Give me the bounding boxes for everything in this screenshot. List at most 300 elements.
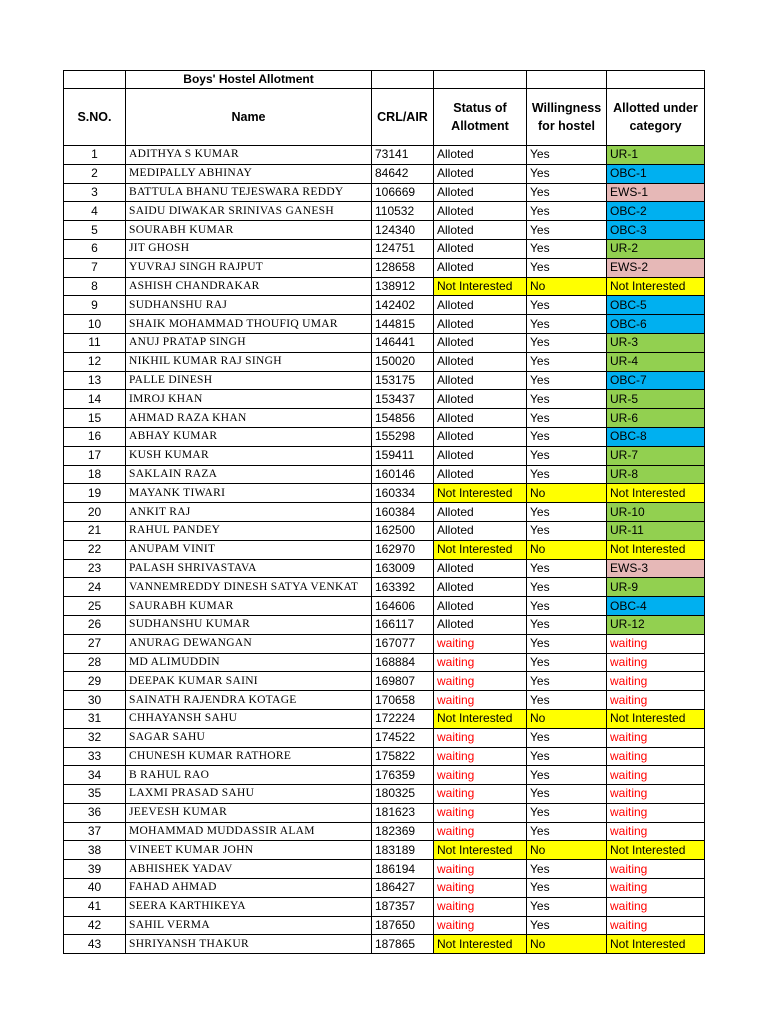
- table-row: [64, 164, 705, 183]
- cell-willingness: Yes: [527, 465, 607, 484]
- cell-status: Alloted: [434, 146, 527, 165]
- cell-name: MEDIPALLY ABHINAY: [126, 164, 372, 183]
- cell-category: waiting: [607, 860, 705, 879]
- cell-category: waiting: [607, 672, 705, 691]
- cell-sno: 8: [64, 277, 126, 296]
- cell-category: UR-3: [607, 333, 705, 352]
- cell-crl: 159411: [372, 446, 434, 465]
- table-row: [64, 296, 705, 315]
- cell-status: Alloted: [434, 221, 527, 240]
- cell-status: Alloted: [434, 503, 527, 522]
- cell-status: Alloted: [434, 296, 527, 315]
- table-row: [64, 747, 705, 766]
- cell-sno: 38: [64, 841, 126, 860]
- cell-name: ABHISHEK YADAV: [126, 860, 372, 879]
- cell-sno: 24: [64, 578, 126, 597]
- cell-name: MAYANK TIWARI: [126, 484, 372, 503]
- cell-crl: 162970: [372, 540, 434, 559]
- cell-sno: 17: [64, 446, 126, 465]
- cell-name: B RAHUL RAO: [126, 766, 372, 785]
- cell-willingness: Yes: [527, 860, 607, 879]
- cell-sno: 13: [64, 371, 126, 390]
- cell-category: OBC-4: [607, 597, 705, 616]
- table-row: [64, 615, 705, 634]
- cell-category: UR-7: [607, 446, 705, 465]
- table-row: [64, 202, 705, 221]
- cell-name: ADITHYA S KUMAR: [126, 146, 372, 165]
- cell-crl: 169807: [372, 672, 434, 691]
- cell-crl: 186427: [372, 879, 434, 898]
- cell-category: waiting: [607, 691, 705, 710]
- cell-sno: 34: [64, 766, 126, 785]
- cell-status: waiting: [434, 897, 527, 916]
- cell-name: ANURAG DEWANGAN: [126, 634, 372, 653]
- cell-willingness: Yes: [527, 446, 607, 465]
- table-row: [64, 333, 705, 352]
- cell-willingness: No: [527, 935, 607, 954]
- cell-status: Alloted: [434, 164, 527, 183]
- cell-sno: 32: [64, 728, 126, 747]
- cell-status: Not Interested: [434, 935, 527, 954]
- cell-name: VINEET KUMAR JOHN: [126, 841, 372, 860]
- cell-status: waiting: [434, 634, 527, 653]
- cell-status: Alloted: [434, 352, 527, 371]
- cell-willingness: Yes: [527, 352, 607, 371]
- cell-sno: 4: [64, 202, 126, 221]
- cell-crl: 182369: [372, 822, 434, 841]
- cell-crl: 183189: [372, 841, 434, 860]
- cell-status: Alloted: [434, 427, 527, 446]
- cell-name: PALLE DINESH: [126, 371, 372, 390]
- cell-crl: 181623: [372, 803, 434, 822]
- cell-crl: 174522: [372, 728, 434, 747]
- cell-name: JIT GHOSH: [126, 239, 372, 258]
- cell-name: LAXMI PRASAD SAHU: [126, 785, 372, 804]
- cell-sno: 6: [64, 239, 126, 258]
- cell-status: waiting: [434, 860, 527, 879]
- cell-sno: 18: [64, 465, 126, 484]
- cell-willingness: Yes: [527, 916, 607, 935]
- table-row: [64, 239, 705, 258]
- cell-sno: 16: [64, 427, 126, 446]
- table-row: [64, 597, 705, 616]
- cell-willingness: No: [527, 540, 607, 559]
- table-row: [64, 427, 705, 446]
- cell-sno: 11: [64, 333, 126, 352]
- cell-crl: 187357: [372, 897, 434, 916]
- cell-sno: 1: [64, 146, 126, 165]
- cell-category: OBC-7: [607, 371, 705, 390]
- cell-status: waiting: [434, 879, 527, 898]
- cell-category: UR-12: [607, 615, 705, 634]
- cell-crl: 155298: [372, 427, 434, 446]
- cell-sno: 12: [64, 352, 126, 371]
- cell-willingness: Yes: [527, 691, 607, 710]
- title-cell-empty: [372, 71, 434, 89]
- cell-name: SAGAR SAHU: [126, 728, 372, 747]
- cell-status: Not Interested: [434, 841, 527, 860]
- cell-sno: 2: [64, 164, 126, 183]
- cell-willingness: Yes: [527, 597, 607, 616]
- header-category: Allotted under category: [607, 89, 705, 146]
- table-row: [64, 766, 705, 785]
- table-row: [64, 352, 705, 371]
- cell-status: waiting: [434, 728, 527, 747]
- cell-category: UR-4: [607, 352, 705, 371]
- hostel-allotment-table: [63, 70, 705, 954]
- cell-crl: 175822: [372, 747, 434, 766]
- cell-name: SAINATH RAJENDRA KOTAGE: [126, 691, 372, 710]
- cell-sno: 29: [64, 672, 126, 691]
- cell-category: UR-10: [607, 503, 705, 522]
- cell-willingness: No: [527, 277, 607, 296]
- cell-name: DEEPAK KUMAR SAINI: [126, 672, 372, 691]
- header-row: [64, 89, 705, 146]
- cell-name: RAHUL PANDEY: [126, 521, 372, 540]
- cell-crl: 167077: [372, 634, 434, 653]
- cell-willingness: Yes: [527, 653, 607, 672]
- cell-status: waiting: [434, 785, 527, 804]
- cell-crl: 128658: [372, 258, 434, 277]
- table-row: [64, 728, 705, 747]
- cell-sno: 35: [64, 785, 126, 804]
- header-willingness: Willingness for hostel: [527, 89, 607, 146]
- table-row: [64, 785, 705, 804]
- cell-status: Alloted: [434, 559, 527, 578]
- cell-crl: 73141: [372, 146, 434, 165]
- cell-willingness: Yes: [527, 897, 607, 916]
- cell-category: Not Interested: [607, 709, 705, 728]
- cell-sno: 14: [64, 390, 126, 409]
- table-row: [64, 371, 705, 390]
- cell-willingness: Yes: [527, 333, 607, 352]
- cell-crl: 187650: [372, 916, 434, 935]
- cell-status: Not Interested: [434, 277, 527, 296]
- cell-status: Alloted: [434, 239, 527, 258]
- cell-crl: 144815: [372, 315, 434, 334]
- cell-sno: 33: [64, 747, 126, 766]
- cell-name: PALASH SHRIVASTAVA: [126, 559, 372, 578]
- cell-category: waiting: [607, 634, 705, 653]
- cell-crl: 153175: [372, 371, 434, 390]
- cell-category: UR-6: [607, 409, 705, 428]
- cell-category: EWS-2: [607, 258, 705, 277]
- title-cell-empty: [607, 71, 705, 89]
- cell-status: Alloted: [434, 258, 527, 277]
- cell-status: Alloted: [434, 409, 527, 428]
- cell-crl: 163392: [372, 578, 434, 597]
- cell-category: Not Interested: [607, 484, 705, 503]
- cell-willingness: Yes: [527, 672, 607, 691]
- table-row: [64, 822, 705, 841]
- header-crl: CRL/AIR: [372, 89, 434, 146]
- cell-willingness: Yes: [527, 503, 607, 522]
- table-row: [64, 315, 705, 334]
- cell-willingness: Yes: [527, 559, 607, 578]
- cell-sno: 28: [64, 653, 126, 672]
- cell-sno: 41: [64, 897, 126, 916]
- cell-status: waiting: [434, 803, 527, 822]
- cell-willingness: Yes: [527, 296, 607, 315]
- cell-status: Not Interested: [434, 484, 527, 503]
- cell-name: ABHAY KUMAR: [126, 427, 372, 446]
- cell-name: SUDHANSHU RAJ: [126, 296, 372, 315]
- cell-name: ANKIT RAJ: [126, 503, 372, 522]
- cell-category: EWS-3: [607, 559, 705, 578]
- cell-name: SAIDU DIWAKAR SRINIVAS GANESH: [126, 202, 372, 221]
- cell-sno: 7: [64, 258, 126, 277]
- cell-category: Not Interested: [607, 277, 705, 296]
- cell-name: NIKHIL KUMAR RAJ SINGH: [126, 352, 372, 371]
- cell-willingness: Yes: [527, 164, 607, 183]
- cell-category: Not Interested: [607, 935, 705, 954]
- header-name: Name: [126, 89, 372, 146]
- cell-name: SHAIK MOHAMMAD THOUFIQ UMAR: [126, 315, 372, 334]
- cell-category: OBC-5: [607, 296, 705, 315]
- cell-status: Alloted: [434, 183, 527, 202]
- cell-crl: 142402: [372, 296, 434, 315]
- cell-name: IMROJ KHAN: [126, 390, 372, 409]
- cell-category: waiting: [607, 785, 705, 804]
- cell-name: ANUPAM VINIT: [126, 540, 372, 559]
- cell-willingness: No: [527, 484, 607, 503]
- cell-name: SAKLAIN RAZA: [126, 465, 372, 484]
- cell-willingness: Yes: [527, 315, 607, 334]
- cell-willingness: Yes: [527, 146, 607, 165]
- cell-category: UR-11: [607, 521, 705, 540]
- cell-category: waiting: [607, 822, 705, 841]
- cell-category: OBC-1: [607, 164, 705, 183]
- cell-category: UR-9: [607, 578, 705, 597]
- table-row: [64, 841, 705, 860]
- table-row: [64, 465, 705, 484]
- cell-name: CHUNESH KUMAR RATHORE: [126, 747, 372, 766]
- cell-sno: 23: [64, 559, 126, 578]
- cell-willingness: No: [527, 841, 607, 860]
- cell-willingness: Yes: [527, 409, 607, 428]
- cell-status: Alloted: [434, 202, 527, 221]
- cell-category: UR-2: [607, 239, 705, 258]
- cell-sno: 3: [64, 183, 126, 202]
- cell-name: KUSH KUMAR: [126, 446, 372, 465]
- cell-crl: 172224: [372, 709, 434, 728]
- cell-crl: 160146: [372, 465, 434, 484]
- cell-sno: 26: [64, 615, 126, 634]
- title-row: [64, 71, 705, 89]
- table-row: [64, 860, 705, 879]
- cell-name: CHHAYANSH SAHU: [126, 709, 372, 728]
- cell-sno: 37: [64, 822, 126, 841]
- cell-sno: 10: [64, 315, 126, 334]
- cell-category: waiting: [607, 766, 705, 785]
- cell-sno: 9: [64, 296, 126, 315]
- cell-status: Not Interested: [434, 709, 527, 728]
- table-row: [64, 653, 705, 672]
- cell-crl: 176359: [372, 766, 434, 785]
- title-cell-empty: [527, 71, 607, 89]
- cell-willingness: Yes: [527, 615, 607, 634]
- cell-status: Alloted: [434, 315, 527, 334]
- table-row: [64, 409, 705, 428]
- cell-crl: 106669: [372, 183, 434, 202]
- cell-willingness: Yes: [527, 634, 607, 653]
- cell-willingness: Yes: [527, 390, 607, 409]
- cell-willingness: Yes: [527, 258, 607, 277]
- cell-name: AHMAD RAZA KHAN: [126, 409, 372, 428]
- cell-sno: 39: [64, 860, 126, 879]
- cell-willingness: Yes: [527, 221, 607, 240]
- cell-status: Alloted: [434, 371, 527, 390]
- header-status: Status of Allotment: [434, 89, 527, 146]
- cell-status: waiting: [434, 822, 527, 841]
- table-row: [64, 277, 705, 296]
- cell-sno: 5: [64, 221, 126, 240]
- cell-category: OBC-3: [607, 221, 705, 240]
- cell-crl: 110532: [372, 202, 434, 221]
- cell-status: waiting: [434, 672, 527, 691]
- cell-willingness: Yes: [527, 879, 607, 898]
- cell-willingness: No: [527, 709, 607, 728]
- cell-sno: 21: [64, 521, 126, 540]
- cell-willingness: Yes: [527, 183, 607, 202]
- header-sno: S.NO.: [64, 89, 126, 146]
- cell-crl: 166117: [372, 615, 434, 634]
- table-row: [64, 446, 705, 465]
- cell-name: SAURABH KUMAR: [126, 597, 372, 616]
- cell-willingness: Yes: [527, 521, 607, 540]
- cell-status: waiting: [434, 747, 527, 766]
- cell-crl: 187865: [372, 935, 434, 954]
- cell-name: VANNEMREDDY DINESH SATYA VENKAT: [126, 578, 372, 597]
- cell-willingness: Yes: [527, 803, 607, 822]
- sheet-title: Boys' Hostel Allotment: [126, 71, 372, 89]
- cell-name: SOURABH KUMAR: [126, 221, 372, 240]
- cell-crl: 186194: [372, 860, 434, 879]
- cell-category: UR-5: [607, 390, 705, 409]
- cell-status: waiting: [434, 691, 527, 710]
- cell-sno: 31: [64, 709, 126, 728]
- cell-sno: 22: [64, 540, 126, 559]
- cell-category: Not Interested: [607, 540, 705, 559]
- table-row: [64, 390, 705, 409]
- cell-name: FAHAD AHMAD: [126, 879, 372, 898]
- cell-status: Alloted: [434, 615, 527, 634]
- cell-name: YUVRAJ SINGH RAJPUT: [126, 258, 372, 277]
- cell-category: waiting: [607, 897, 705, 916]
- cell-category: Not Interested: [607, 841, 705, 860]
- cell-crl: 153437: [372, 390, 434, 409]
- cell-name: JEEVESH KUMAR: [126, 803, 372, 822]
- cell-status: Alloted: [434, 521, 527, 540]
- cell-willingness: Yes: [527, 371, 607, 390]
- table-row: [64, 709, 705, 728]
- cell-sno: 40: [64, 879, 126, 898]
- title-cell-empty: [434, 71, 527, 89]
- table-row: [64, 503, 705, 522]
- cell-willingness: Yes: [527, 202, 607, 221]
- table-row: [64, 559, 705, 578]
- cell-willingness: Yes: [527, 747, 607, 766]
- cell-name: BATTULA BHANU TEJESWARA REDDY: [126, 183, 372, 202]
- cell-sno: 19: [64, 484, 126, 503]
- table-row: [64, 672, 705, 691]
- cell-sno: 30: [64, 691, 126, 710]
- cell-crl: 84642: [372, 164, 434, 183]
- table-row: [64, 916, 705, 935]
- table-row: [64, 634, 705, 653]
- cell-crl: 164606: [372, 597, 434, 616]
- cell-willingness: Yes: [527, 822, 607, 841]
- cell-willingness: Yes: [527, 785, 607, 804]
- cell-sno: 15: [64, 409, 126, 428]
- cell-status: Alloted: [434, 333, 527, 352]
- cell-name: MD ALIMUDDIN: [126, 653, 372, 672]
- table-row: [64, 879, 705, 898]
- cell-sno: 27: [64, 634, 126, 653]
- cell-category: waiting: [607, 879, 705, 898]
- cell-name: SUDHANSHU KUMAR: [126, 615, 372, 634]
- cell-crl: 170658: [372, 691, 434, 710]
- table-row: [64, 146, 705, 165]
- table-row: [64, 897, 705, 916]
- cell-category: waiting: [607, 916, 705, 935]
- table-row: [64, 221, 705, 240]
- cell-crl: 138912: [372, 277, 434, 296]
- cell-crl: 146441: [372, 333, 434, 352]
- table-row: [64, 484, 705, 503]
- cell-name: SEERA KARTHIKEYA: [126, 897, 372, 916]
- cell-category: OBC-6: [607, 315, 705, 334]
- cell-name: SHRIYANSH THAKUR: [126, 935, 372, 954]
- cell-name: ANUJ PRATAP SINGH: [126, 333, 372, 352]
- cell-status: waiting: [434, 916, 527, 935]
- table-row: [64, 258, 705, 277]
- cell-category: UR-1: [607, 146, 705, 165]
- cell-crl: 180325: [372, 785, 434, 804]
- title-cell-empty: [64, 71, 126, 89]
- cell-crl: 163009: [372, 559, 434, 578]
- table-row: [64, 578, 705, 597]
- cell-willingness: Yes: [527, 578, 607, 597]
- cell-status: Alloted: [434, 465, 527, 484]
- cell-crl: 154856: [372, 409, 434, 428]
- table-row: [64, 521, 705, 540]
- table-row: [64, 803, 705, 822]
- table-row: [64, 935, 705, 954]
- table-row: [64, 183, 705, 202]
- cell-willingness: Yes: [527, 239, 607, 258]
- table-row: [64, 540, 705, 559]
- cell-willingness: Yes: [527, 766, 607, 785]
- cell-category: waiting: [607, 747, 705, 766]
- cell-status: Alloted: [434, 390, 527, 409]
- cell-category: waiting: [607, 728, 705, 747]
- cell-name: SAHIL VERMA: [126, 916, 372, 935]
- cell-crl: 124340: [372, 221, 434, 240]
- cell-willingness: Yes: [527, 427, 607, 446]
- cell-status: Alloted: [434, 446, 527, 465]
- cell-crl: 124751: [372, 239, 434, 258]
- cell-category: EWS-1: [607, 183, 705, 202]
- cell-category: OBC-2: [607, 202, 705, 221]
- cell-willingness: Yes: [527, 728, 607, 747]
- cell-crl: 160384: [372, 503, 434, 522]
- cell-category: waiting: [607, 803, 705, 822]
- cell-category: OBC-8: [607, 427, 705, 446]
- cell-crl: 150020: [372, 352, 434, 371]
- cell-category: waiting: [607, 653, 705, 672]
- cell-crl: 168884: [372, 653, 434, 672]
